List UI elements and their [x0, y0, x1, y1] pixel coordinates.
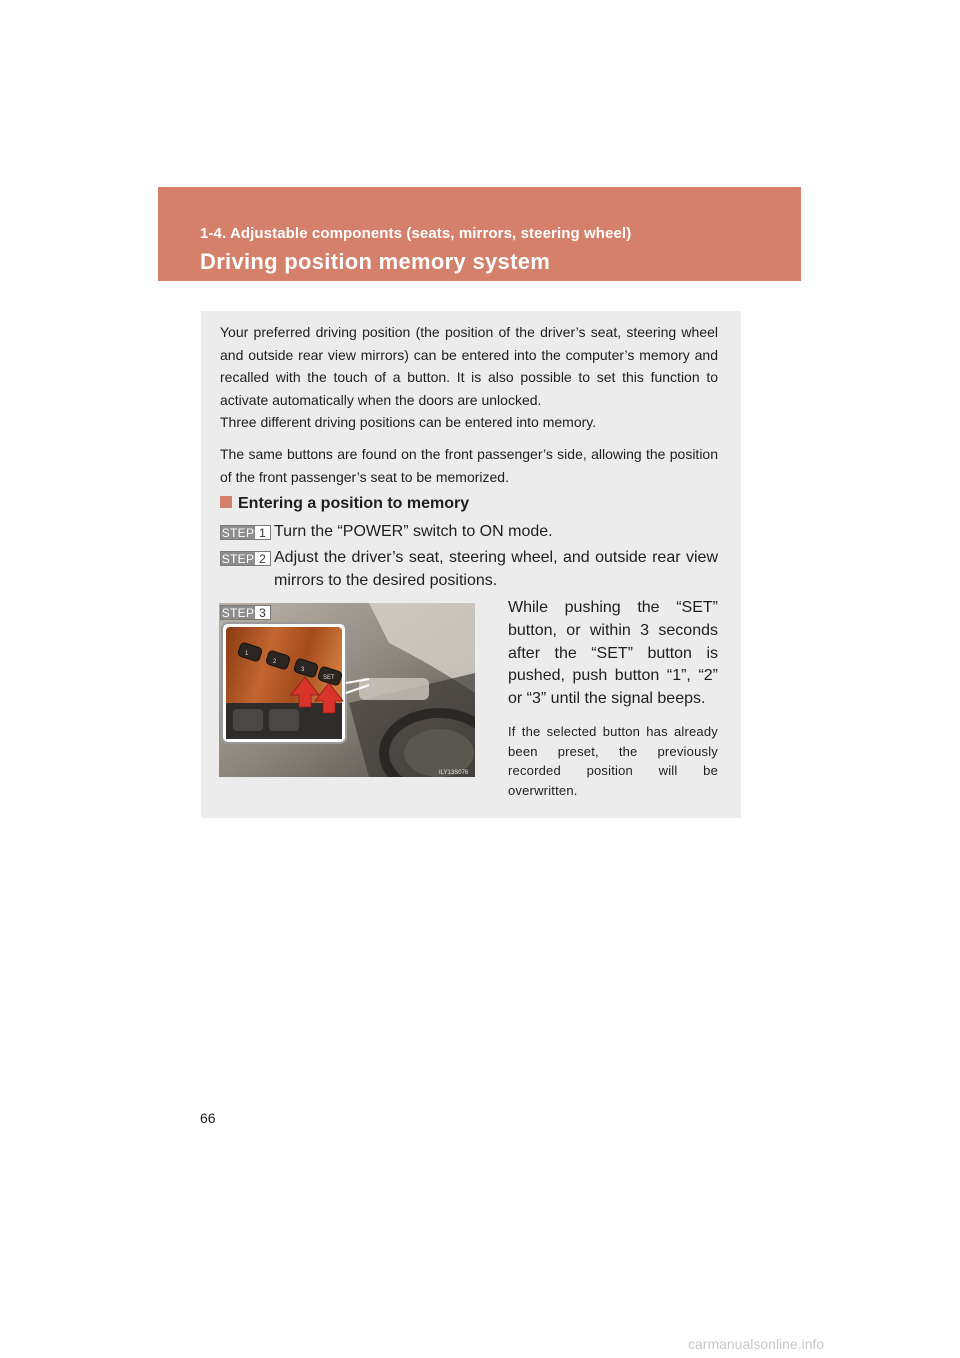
passenger-note: The same buttons are found on the front passenger’s side, allowing the position of the front passenger’s seat to be memorized.	[220, 446, 718, 485]
intro-paragraph	[220, 321, 718, 434]
memory-button-2-label: 2	[273, 659, 277, 665]
section-label: 1-4. Adjustable components (seats, mirrors, steering wheel)	[200, 225, 632, 242]
overwrite-note: If the selected button has already been preset, the previously recorded position will be overwritten.	[508, 724, 718, 798]
chapter-header	[158, 187, 801, 281]
image-code: ILY13S076	[439, 770, 469, 776]
section-heading-text: Entering a position to memory	[238, 495, 470, 512]
step-3-text: While pushing the “SET” button, or within 3 seconds after the “SET” button is pushed, push button “1”, “2” or “3” until the signal beeps.	[508, 599, 718, 708]
step-badge-3	[220, 605, 271, 620]
intro-text: Your preferred driving position (the position of the driver’s seat, steering wheel and outside rear view mirrors) can be entered into the computer’s memory and recalled with the touch of a button. It is also possible to set this function to activate automatically when the doors are unlocked.	[220, 324, 718, 408]
set-button-label: SET	[323, 675, 335, 681]
page-number: 66	[200, 1110, 216, 1126]
watermark: carmanualsonline.info	[688, 1336, 825, 1352]
step-word: STEP	[221, 605, 255, 620]
step-word: STEP	[221, 551, 255, 566]
step-number: 3	[255, 606, 270, 619]
memory-button-1-label: 1	[245, 651, 249, 657]
intro-text-memory-count: Three different driving positions can be entered into memory.	[220, 414, 597, 430]
step-1-text: Turn the “POWER” switch to ON mode.	[274, 523, 553, 540]
door-memory-buttons-illustration	[219, 603, 475, 777]
step-number: 2	[255, 552, 270, 565]
section-heading	[220, 495, 469, 513]
page-title: Driving position memory system	[200, 249, 551, 274]
step-word: STEP	[221, 525, 255, 540]
content-panel	[201, 311, 741, 818]
step-2-text: Adjust the driver’s seat, steering wheel, and outside rear view mirrors to the desired positions.	[274, 549, 718, 589]
memory-button-3-label: 3	[301, 667, 305, 673]
step-badge-1	[220, 525, 271, 540]
door-panel-svg	[219, 603, 475, 777]
square-bullet-icon	[220, 496, 232, 508]
step-badge-2	[220, 551, 271, 566]
step-number: 1	[255, 526, 270, 539]
